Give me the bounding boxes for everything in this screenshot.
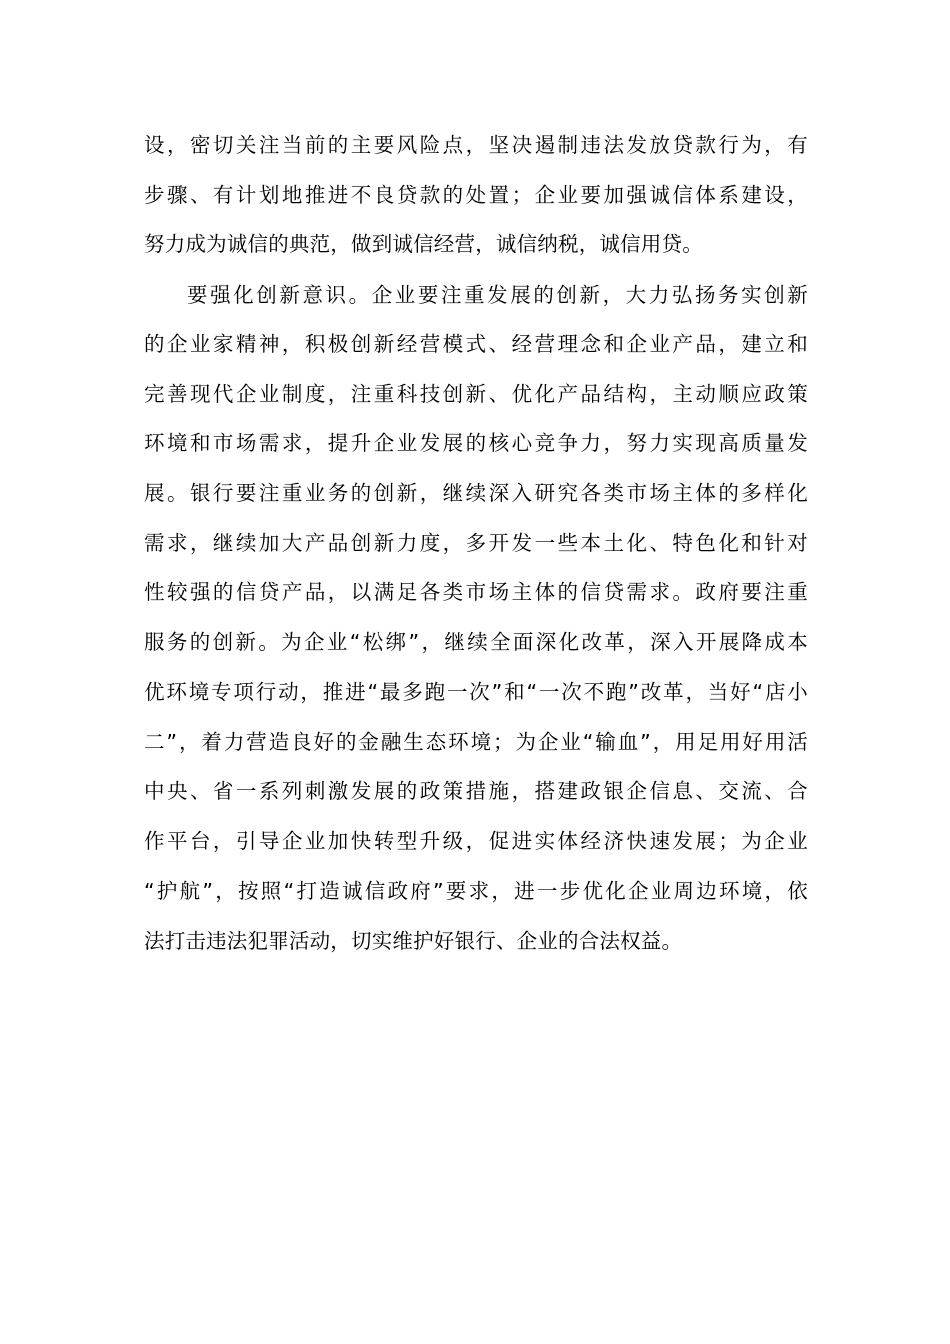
text-line-4: 要强化创新意识。企业要注重发展的创新，大力弘扬务实创新: [187, 283, 808, 307]
text-line-1: 设，密切关注当前的主要风险点，坚决遏制违法发放贷款行为，有: [144, 133, 808, 157]
text-line-11: 服务的创新。为企业“松绑”，继续全面深化改革，深入开展降成本: [144, 630, 808, 654]
text-line-6: 完善现代企业制度，注重科技创新、优化产品结构，主动顺应政策: [144, 382, 808, 406]
text-line-7: 环境和市场需求，提升企业发展的核心竞争力，努力实现高质量发: [144, 431, 808, 455]
text-line-10: 性较强的信贷产品，以满足各类市场主体的信贷需求。政府要注重: [144, 580, 808, 604]
text-line-17: 法打击违法犯罪活动，切实维护好银行、企业的合法权益。: [144, 929, 683, 953]
text-line-14: 中央、省一系列刺激发展的政策措施，搭建政银企信息、交流、合: [144, 779, 808, 803]
text-line-8: 展。银行要注重业务的创新，继续深入研究各类市场主体的多样化: [144, 481, 808, 505]
text-line-15: 作平台，引导企业加快转型升级，促进实体经济快速发展；为企业: [144, 829, 808, 853]
text-line-13: 二”，着力营造良好的金融生态环境；为企业“输血”，用足用好用活: [144, 730, 808, 754]
text-line-12: 优环境专项行动，推进“最多跑一次”和“一次不跑”改革，当好“店小: [144, 680, 808, 704]
text-line-3: 努力成为诚信的典范，做到诚信经营，诚信纳税，诚信用贷。: [144, 232, 703, 256]
text-line-16: “护航”，按照“打造诚信政府”要求，进一步优化企业周边环境，依: [144, 879, 808, 903]
text-line-5: 的企业家精神，积极创新经营模式、经营理念和企业产品，建立和: [144, 332, 808, 356]
text-line-2: 步骤、有计划地推进不良贷款的处置；企业要加强诚信体系建设，: [144, 183, 808, 207]
text-line-9: 需求，继续加大产品创新力度，多开发一些本土化、特色化和针对: [144, 531, 808, 555]
